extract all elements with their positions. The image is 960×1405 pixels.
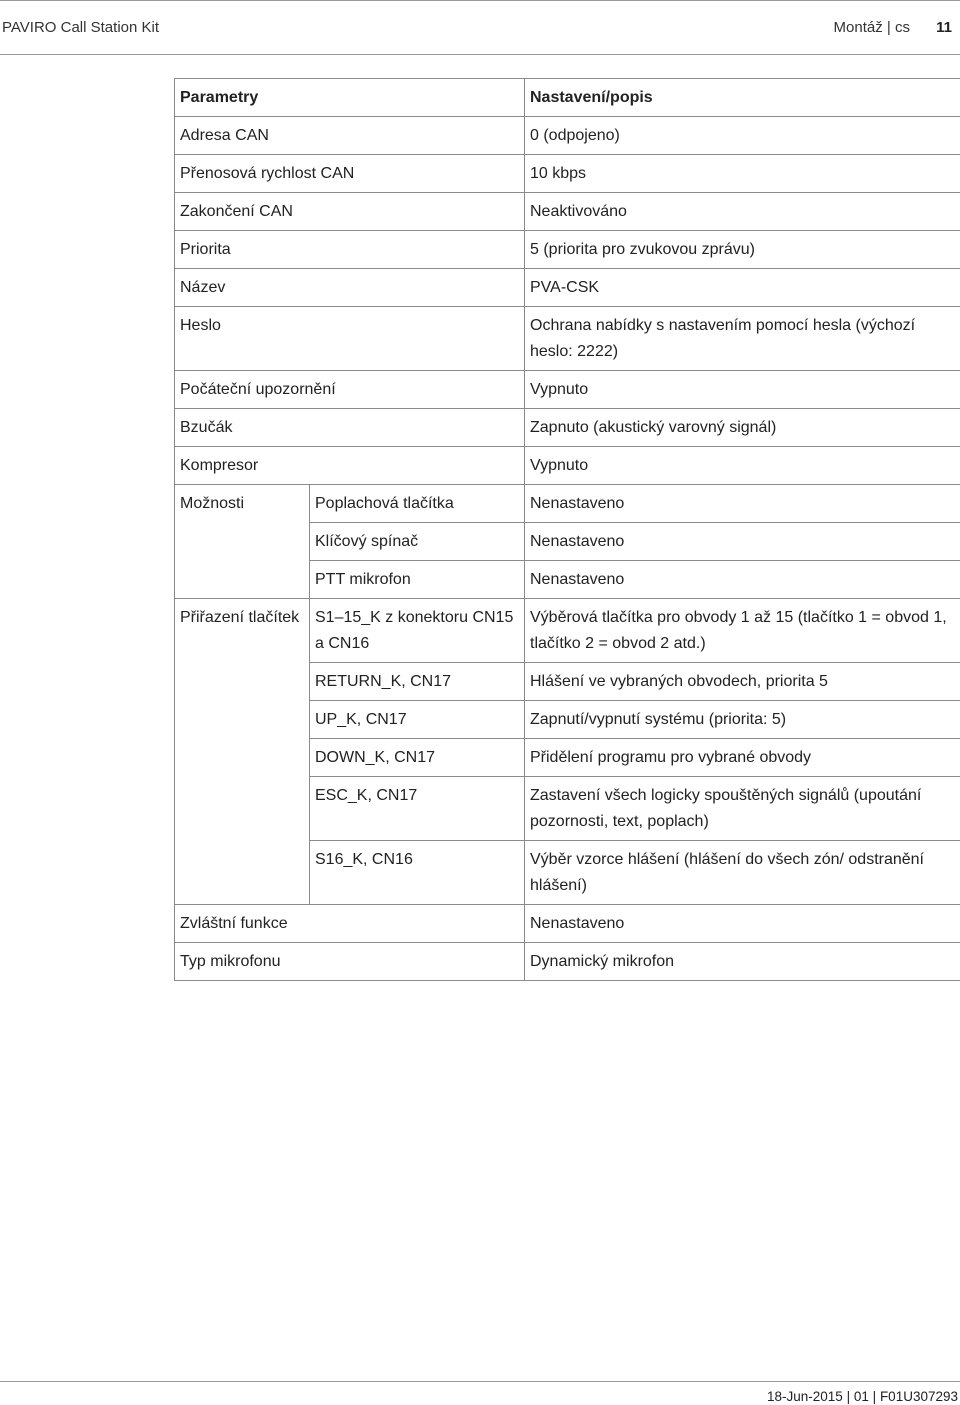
- table-row: [175, 409, 960, 447]
- column-header-value: Nastavení/popis: [525, 79, 960, 117]
- sub-param-cell: ESC_K, CN17: [310, 777, 525, 841]
- group-label-options: Možnosti: [175, 485, 310, 599]
- sub-param-cell: RETURN_K, CN17: [310, 663, 525, 701]
- param-cell: Adresa CAN: [175, 117, 525, 155]
- param-cell: Bzučák: [175, 409, 525, 447]
- param-cell: Kompresor: [175, 447, 525, 485]
- value-cell: Výběr vzorce hlášení (hlášení do všech zón/ odstranění hlášení): [525, 841, 960, 905]
- column-header-parameter: Parametry: [175, 79, 525, 117]
- param-cell: Počáteční upozornění: [175, 371, 525, 409]
- table-row: [175, 905, 960, 943]
- parameter-table: [174, 78, 960, 981]
- sub-param-cell: PTT mikrofon: [310, 561, 525, 599]
- param-cell: Zakončení CAN: [175, 193, 525, 231]
- param-cell: Název: [175, 269, 525, 307]
- table-row: [175, 155, 960, 193]
- param-cell: Heslo: [175, 307, 525, 371]
- value-cell: Nenastaveno: [525, 561, 960, 599]
- footer-doc-id: F01U307293: [879, 1389, 958, 1404]
- value-cell: Zapnutí/vypnutí systému (priorita: 5): [525, 701, 960, 739]
- sub-param-cell: S1–15_K z konektoru CN15 a CN16: [310, 599, 525, 663]
- header-bottom-rule: [0, 54, 960, 55]
- value-cell: 0 (odpojeno): [525, 117, 960, 155]
- value-cell: 5 (priorita pro zvukovou zprávu): [525, 231, 960, 269]
- footer-separator: |: [872, 1389, 877, 1404]
- table-row: [175, 193, 960, 231]
- table-row: [175, 485, 960, 523]
- value-cell: Výběrová tlačítka pro obvody 1 až 15 (tlačítko 1 = obvod 1, tlačítko 2 = obvod 2 atd.): [525, 599, 960, 663]
- value-cell: Nenastaveno: [525, 485, 960, 523]
- value-cell: Vypnuto: [525, 447, 960, 485]
- value-cell: Vypnuto: [525, 371, 960, 409]
- section-name: Montáž: [833, 19, 883, 36]
- language-code: cs: [894, 19, 910, 36]
- param-cell: Přenosová rychlost CAN: [175, 155, 525, 193]
- table-row: [175, 599, 960, 663]
- page-number: 11: [936, 19, 952, 36]
- header-separator: |: [886, 19, 891, 36]
- value-cell: Nenastaveno: [525, 905, 960, 943]
- sub-param-cell: Poplachová tlačítka: [310, 485, 525, 523]
- value-cell: Zastavení všech logicky spouštěných signálů (upoutání pozornosti, text, poplach): [525, 777, 960, 841]
- value-cell: Dynamický mikrofon: [525, 943, 960, 981]
- value-cell: Neaktivováno: [525, 193, 960, 231]
- param-cell: Typ mikrofonu: [175, 943, 525, 981]
- table-row: [175, 307, 960, 371]
- table-row: [175, 269, 960, 307]
- sub-param-cell: S16_K, CN16: [310, 841, 525, 905]
- footer-date: 18-Jun-2015: [767, 1389, 843, 1404]
- header-top-rule: [0, 0, 960, 1]
- footer-version: 01: [853, 1389, 869, 1404]
- table-row: [175, 943, 960, 981]
- table-header-row: [175, 79, 960, 117]
- table-row: [175, 231, 960, 269]
- sub-param-cell: DOWN_K, CN17: [310, 739, 525, 777]
- table-row: [175, 447, 960, 485]
- param-cell: Priorita: [175, 231, 525, 269]
- sub-param-cell: UP_K, CN17: [310, 701, 525, 739]
- value-cell: Zapnuto (akustický varovný signál): [525, 409, 960, 447]
- value-cell: Přidělení programu pro vybrané obvody: [525, 739, 960, 777]
- sub-param-cell: Klíčový spínač: [310, 523, 525, 561]
- document-title: PAVIRO Call Station Kit: [2, 19, 160, 36]
- value-cell: Nenastaveno: [525, 523, 960, 561]
- footer-info: [767, 1389, 958, 1404]
- group-label-button-assignment: Přiřazení tlačítek: [175, 599, 310, 905]
- param-cell: Zvláštní funkce: [175, 905, 525, 943]
- footer-separator: |: [846, 1389, 851, 1404]
- table-row: [175, 371, 960, 409]
- value-cell: Hlášení ve vybraných obvodech, priorita 5: [525, 663, 960, 701]
- footer-rule: [0, 1381, 960, 1382]
- table-row: [175, 117, 960, 155]
- value-cell: PVA-CSK: [525, 269, 960, 307]
- value-cell: 10 kbps: [525, 155, 960, 193]
- header-section-info: [834, 19, 952, 36]
- value-cell: Ochrana nabídky s nastavením pomocí hesla (výchozí heslo: 2222): [525, 307, 960, 371]
